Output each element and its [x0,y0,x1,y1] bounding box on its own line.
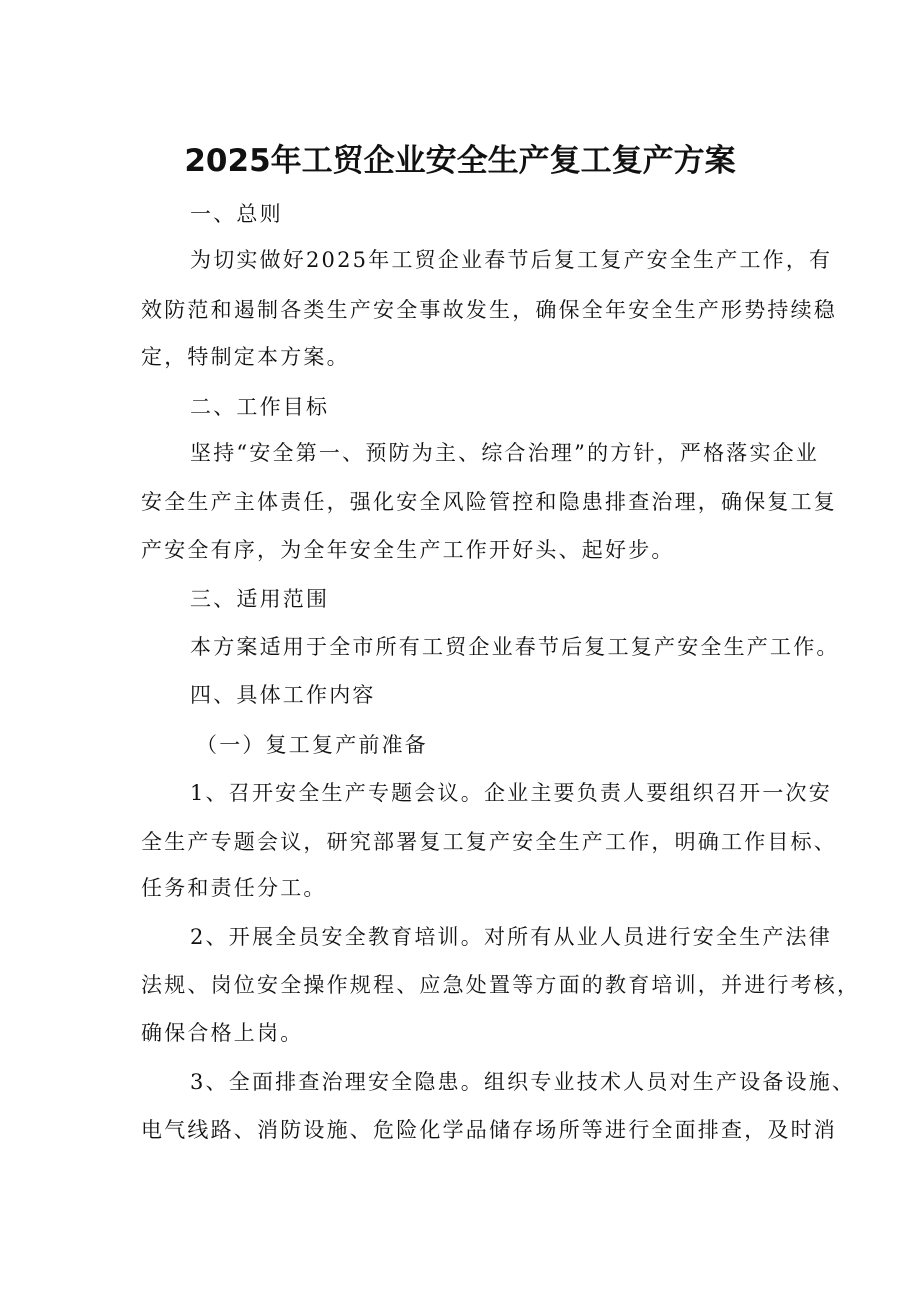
section-heading-scope: 三、适用范围 [190,587,330,611]
paragraph-line: 效防范和遏制各类生产安全事故发生，确保全年安全生产形势持续稳 [141,298,837,322]
subsection-heading: （一）复工复产前准备 [196,733,428,757]
paragraph-line: 安全生产主体责任，强化安全风险管控和隐患排查治理，确保复工复 [141,490,837,514]
paragraph-line: 2、开展全员安全教育培训。对所有从业人员进行安全生产法律 [190,925,832,949]
paragraph-line: 本方案适用于全市所有工贸企业春节后复工复产安全生产工作。 [190,635,840,659]
paragraph-line: 电气线路、消防设施、危险化学品储存场所等进行全面排查，及时消 [141,1118,837,1142]
paragraph-line: 任务和责任分工。 [141,876,327,900]
paragraph-line: 全生产专题会议，研究部署复工复产安全生产工作，明确工作目标、 [141,830,837,854]
paragraph-line: 1、召开安全生产专题会议。企业主要负责人要组织召开一次安 [190,781,832,805]
section-heading-content: 四、具体工作内容 [190,683,376,707]
paragraph-line: 坚持“安全第一、预防为主、综合治理”的方针，严格落实企业 [190,441,820,465]
paragraph-line: 产安全有序，为全年安全生产工作开好头、起好步。 [141,538,675,562]
paragraph-line: 为切实做好2025年工贸企业春节后复工复产安全生产工作，有 [190,248,833,272]
paragraph-line: 确保合格上岗。 [141,1021,304,1045]
paragraph-line: 法规、岗位安全操作规程、应急处置等方面的教育培训，并进行考核， [141,973,861,997]
paragraph-line: 3、全面排查治理安全隐患。组织专业技术人员对生产设备设施、 [190,1070,856,1094]
document-title: 2025年工贸企业安全生产复工复产方案 [184,143,736,179]
section-heading-general: 一、总则 [190,202,283,226]
section-heading-goals: 二、工作目标 [190,395,330,419]
paragraph-line: 定，特制定本方案。 [141,345,350,369]
